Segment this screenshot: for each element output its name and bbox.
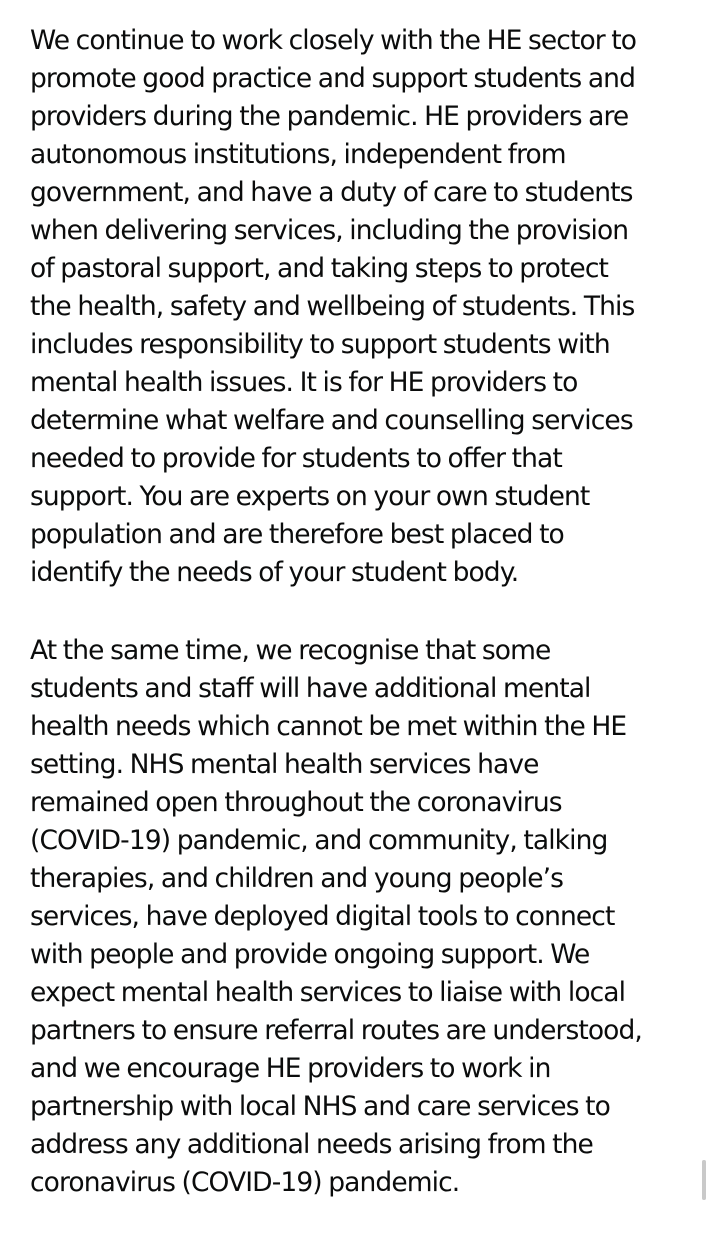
- text-line: autonomous institutions, independent from: [30, 139, 566, 170]
- document-body: [30, 22, 698, 1242]
- text-line: providers during the pandemic. HE providers are: [30, 101, 629, 132]
- text-line: the health, safety and wellbeing of students. This: [30, 291, 635, 322]
- scrollbar[interactable]: [702, 1160, 706, 1200]
- text-line: At the same time, we recognise that some: [30, 635, 551, 666]
- text-line: identify the needs of your student body.: [30, 557, 519, 588]
- paragraph-nhs-mental-health-services: [30, 632, 698, 1202]
- text-line: setting. NHS mental health services have: [30, 749, 539, 780]
- text-line: (COVID-19) pandemic, and community, talking: [30, 825, 608, 856]
- text-line: coronavirus (COVID-19) pandemic.: [30, 1167, 460, 1198]
- text-line: health needs which cannot be met within the HE: [30, 711, 627, 742]
- text-line: determine what welfare and counselling services: [30, 405, 633, 436]
- text-line: remained open throughout the coronavirus: [30, 787, 562, 818]
- text-line: expect mental health services to liaise with local: [30, 977, 626, 1008]
- text-line: students and staff will have additional mental: [30, 673, 591, 704]
- text-line: partners to ensure referral routes are understood,: [30, 1015, 642, 1046]
- text-line: with people and provide ongoing support. We: [30, 939, 590, 970]
- scrollbar-thumb[interactable]: [702, 1160, 706, 1200]
- text-line: We continue to work closely with the HE sector to: [30, 25, 637, 56]
- paragraph-he-providers-duty-of-care: [30, 22, 698, 592]
- text-line: and we encourage HE providers to work in: [30, 1053, 551, 1084]
- text-line: partnership with local NHS and care services to: [30, 1091, 610, 1122]
- text-line: population and are therefore best placed to: [30, 519, 564, 550]
- text-line: government, and have a duty of care to students: [30, 177, 633, 208]
- text-line: includes responsibility to support students with: [30, 329, 610, 360]
- text-line: needed to provide for students to offer that: [30, 443, 562, 474]
- text-line: services, have deployed digital tools to connect: [30, 901, 615, 932]
- text-line: support. You are experts on your own student: [30, 481, 590, 512]
- text-line: when delivering services, including the provision: [30, 215, 629, 246]
- text-line: mental health issues. It is for HE providers to: [30, 367, 578, 398]
- text-line: address any additional needs arising from the: [30, 1129, 593, 1160]
- text-line: of pastoral support, and taking steps to protect: [30, 253, 608, 284]
- text-line: promote good practice and support students and: [30, 63, 635, 94]
- text-line: therapies, and children and young people’s: [30, 863, 564, 894]
